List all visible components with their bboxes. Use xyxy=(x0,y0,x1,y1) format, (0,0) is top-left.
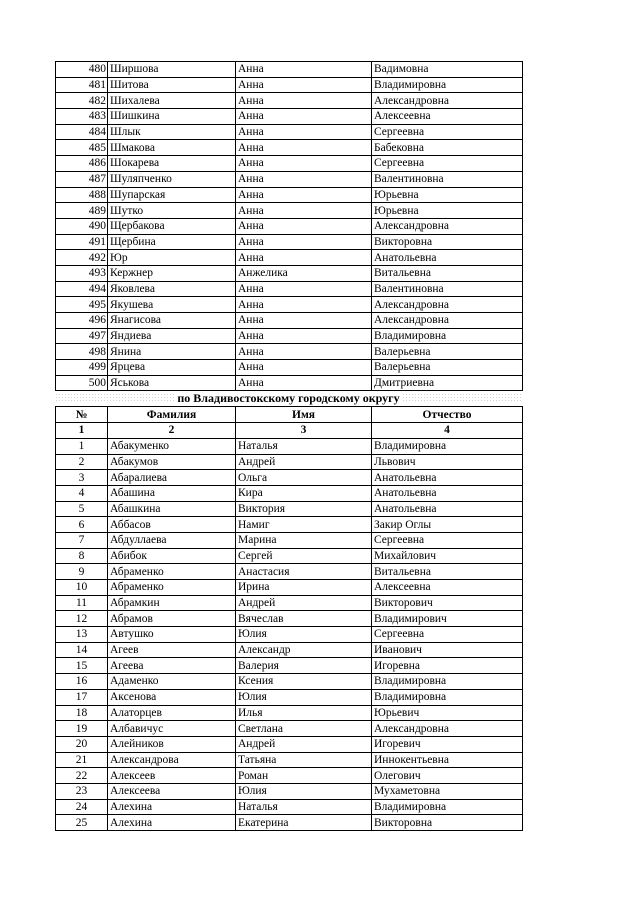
patronymic-cell: Львович xyxy=(372,454,523,470)
first-name-cell: Андрей xyxy=(236,595,372,611)
patronymic-cell: Сергеевна xyxy=(372,124,523,140)
patronymic-cell: Игоревич xyxy=(372,736,523,752)
table-row xyxy=(56,171,523,187)
table-row xyxy=(56,328,523,344)
surname-cell: Кержнер xyxy=(108,265,236,281)
table-row xyxy=(56,532,523,548)
first-name-cell: Екатерина xyxy=(236,815,372,831)
table-row xyxy=(56,124,523,140)
row-number: 500 xyxy=(56,375,108,391)
row-number: 19 xyxy=(56,721,108,737)
first-name-cell: Юлия xyxy=(236,783,372,799)
table-row xyxy=(56,768,523,784)
table-row xyxy=(56,187,523,203)
table-row xyxy=(56,250,523,266)
first-name-cell: Анна xyxy=(236,344,372,360)
surname-cell: Шишкина xyxy=(108,109,236,125)
first-name-cell: Кира xyxy=(236,485,372,501)
row-number: 498 xyxy=(56,344,108,360)
table-row xyxy=(56,234,523,250)
row-number: 20 xyxy=(56,736,108,752)
table-row xyxy=(56,140,523,156)
table-row xyxy=(56,454,523,470)
patronymic-cell: Юрьевна xyxy=(372,203,523,219)
first-name-cell: Вячеслав xyxy=(236,611,372,627)
row-number: 492 xyxy=(56,250,108,266)
section-title xyxy=(55,391,522,406)
scan-noise xyxy=(55,393,175,403)
patronymic-cell: Владимировна xyxy=(372,799,523,815)
row-number: 484 xyxy=(56,124,108,140)
surname-cell: Агеев xyxy=(108,642,236,658)
row-number: 17 xyxy=(56,689,108,705)
row-number: 485 xyxy=(56,140,108,156)
row-number: 7 xyxy=(56,532,108,548)
first-name-cell: Анна xyxy=(236,171,372,187)
row-number: 16 xyxy=(56,674,108,690)
surname-cell: Шмакова xyxy=(108,140,236,156)
header-row xyxy=(56,407,523,423)
row-number: 482 xyxy=(56,93,108,109)
first-name-cell: Александр xyxy=(236,642,372,658)
district-table xyxy=(55,406,523,831)
surname-cell: Алексеева xyxy=(108,783,236,799)
row-number: 489 xyxy=(56,203,108,219)
row-number: 25 xyxy=(56,815,108,831)
table-row xyxy=(56,815,523,831)
first-name-cell: Наталья xyxy=(236,799,372,815)
table-row xyxy=(56,93,523,109)
patronymic-cell: Валерьевна xyxy=(372,360,523,376)
table-row xyxy=(56,627,523,643)
surname-cell: Яськова xyxy=(108,375,236,391)
first-name-cell: Анна xyxy=(236,187,372,203)
patronymic-cell: Александровна xyxy=(372,218,523,234)
first-name-cell: Анна xyxy=(236,93,372,109)
row-number: 10 xyxy=(56,580,108,596)
first-name-cell: Ольга xyxy=(236,470,372,486)
table-row xyxy=(56,203,523,219)
row-number: 486 xyxy=(56,156,108,172)
patronymic-cell: Валентиновна xyxy=(372,171,523,187)
first-name-cell: Анна xyxy=(236,328,372,344)
surname-cell: Аксенова xyxy=(108,689,236,705)
patronymic-cell: Дмитриевна xyxy=(372,375,523,391)
surname-cell: Алексеев xyxy=(108,768,236,784)
first-name-cell: Анна xyxy=(236,313,372,329)
patronymic-cell: Владимирович xyxy=(372,611,523,627)
row-number: 1 xyxy=(56,438,108,454)
row-number: 496 xyxy=(56,313,108,329)
table-row xyxy=(56,611,523,627)
first-name-cell: Виктория xyxy=(236,501,372,517)
row-number: 11 xyxy=(56,595,108,611)
table-row xyxy=(56,580,523,596)
row-number: 481 xyxy=(56,77,108,93)
header-surname: Фамилия xyxy=(108,407,236,423)
patronymic-cell: Мухаметовна xyxy=(372,783,523,799)
surname-cell: Албавичус xyxy=(108,721,236,737)
row-number: 497 xyxy=(56,328,108,344)
first-name-cell: Анна xyxy=(236,109,372,125)
table-row xyxy=(56,77,523,93)
patronymic-cell: Олегович xyxy=(372,768,523,784)
first-name-cell: Роман xyxy=(236,768,372,784)
surname-cell: Щербина xyxy=(108,234,236,250)
patronymic-cell: Владимировна xyxy=(372,438,523,454)
first-name-cell: Марина xyxy=(236,532,372,548)
row-number: 3 xyxy=(56,470,108,486)
first-name-cell: Анна xyxy=(236,360,372,376)
table-row xyxy=(56,297,523,313)
row-number: 493 xyxy=(56,265,108,281)
surname-cell: Абрамов xyxy=(108,611,236,627)
patronymic-cell: Сергеевна xyxy=(372,532,523,548)
patronymic-cell: Алексеевна xyxy=(372,580,523,596)
table-row xyxy=(56,156,523,172)
table-row xyxy=(56,344,523,360)
row-number: 490 xyxy=(56,218,108,234)
surname-cell: Абрамкин xyxy=(108,595,236,611)
row-number: 483 xyxy=(56,109,108,125)
table-row xyxy=(56,470,523,486)
column-index: 4 xyxy=(372,423,523,439)
surname-cell: Ярцева xyxy=(108,360,236,376)
surname-cell: Ширшова xyxy=(108,62,236,78)
patronymic-cell: Владимировна xyxy=(372,328,523,344)
patronymic-cell: Вадимовна xyxy=(372,62,523,78)
table-row xyxy=(56,375,523,391)
surname-cell: Абашина xyxy=(108,485,236,501)
surname-cell: Шутко xyxy=(108,203,236,219)
patronymic-cell: Иванович xyxy=(372,642,523,658)
table-row xyxy=(56,517,523,533)
first-name-cell: Анна xyxy=(236,281,372,297)
table-row xyxy=(56,265,523,281)
first-name-cell: Татьяна xyxy=(236,752,372,768)
surname-cell: Шуляпченко xyxy=(108,171,236,187)
surname-cell: Шихалева xyxy=(108,93,236,109)
column-index: 1 xyxy=(56,423,108,439)
surname-cell: Абраменко xyxy=(108,580,236,596)
table-row xyxy=(56,438,523,454)
patronymic-cell: Анатольевна xyxy=(372,250,523,266)
surname-cell: Абакуменко xyxy=(108,438,236,454)
surname-cell: Алехина xyxy=(108,799,236,815)
table-row xyxy=(56,642,523,658)
first-name-cell: Анна xyxy=(236,218,372,234)
table-row xyxy=(56,736,523,752)
patronymic-cell: Александровна xyxy=(372,93,523,109)
first-name-cell: Анастасия xyxy=(236,564,372,580)
surname-cell: Адаменко xyxy=(108,674,236,690)
patronymic-cell: Владимировна xyxy=(372,77,523,93)
first-name-cell: Сергей xyxy=(236,548,372,564)
row-number: 495 xyxy=(56,297,108,313)
surname-cell: Абашкина xyxy=(108,501,236,517)
table-row xyxy=(56,218,523,234)
scan-noise xyxy=(402,393,522,403)
table-row xyxy=(56,564,523,580)
patronymic-cell: Бабековна xyxy=(372,140,523,156)
surname-cell: Абдуллаева xyxy=(108,532,236,548)
first-name-cell: Светлана xyxy=(236,721,372,737)
first-name-cell: Андрей xyxy=(236,454,372,470)
surname-cell: Янагисова xyxy=(108,313,236,329)
header-number: № xyxy=(56,407,108,423)
surname-cell: Абаралиева xyxy=(108,470,236,486)
document-page xyxy=(55,61,522,831)
surname-cell: Александрова xyxy=(108,752,236,768)
surname-cell: Алехина xyxy=(108,815,236,831)
patronymic-cell: Валерьевна xyxy=(372,344,523,360)
first-name-cell: Андрей xyxy=(236,736,372,752)
first-name-cell: Валерия xyxy=(236,658,372,674)
first-name-cell: Анна xyxy=(236,62,372,78)
row-number: 499 xyxy=(56,360,108,376)
patronymic-cell: Александровна xyxy=(372,721,523,737)
row-number: 15 xyxy=(56,658,108,674)
row-number: 4 xyxy=(56,485,108,501)
row-number: 480 xyxy=(56,62,108,78)
surname-cell: Абраменко xyxy=(108,564,236,580)
section-title-text: по Владивостокскому городскому округу xyxy=(177,391,400,406)
row-number: 24 xyxy=(56,799,108,815)
table-row xyxy=(56,109,523,125)
first-name-cell: Анна xyxy=(236,77,372,93)
surname-cell: Яковлева xyxy=(108,281,236,297)
header-patronymic: Отчество xyxy=(372,407,523,423)
surname-cell: Шокарева xyxy=(108,156,236,172)
patronymic-cell: Александровна xyxy=(372,297,523,313)
patronymic-cell: Анатольевна xyxy=(372,501,523,517)
first-name-cell: Анна xyxy=(236,297,372,313)
table-row xyxy=(56,799,523,815)
patronymic-cell: Александровна xyxy=(372,313,523,329)
surname-cell: Алаторцев xyxy=(108,705,236,721)
surname-cell: Шитова xyxy=(108,77,236,93)
patronymic-cell: Владимировна xyxy=(372,674,523,690)
column-index: 3 xyxy=(236,423,372,439)
continuation-table xyxy=(55,61,523,391)
first-name-cell: Анна xyxy=(236,250,372,266)
row-number: 13 xyxy=(56,627,108,643)
row-number: 488 xyxy=(56,187,108,203)
patronymic-cell: Валентиновна xyxy=(372,281,523,297)
row-number: 18 xyxy=(56,705,108,721)
header-first-name: Имя xyxy=(236,407,372,423)
first-name-cell: Наталья xyxy=(236,438,372,454)
column-index-row xyxy=(56,423,523,439)
row-number: 6 xyxy=(56,517,108,533)
patronymic-cell: Викторовна xyxy=(372,234,523,250)
row-number: 5 xyxy=(56,501,108,517)
patronymic-cell: Владимировна xyxy=(372,689,523,705)
table-row xyxy=(56,674,523,690)
first-name-cell: Ирина xyxy=(236,580,372,596)
row-number: 494 xyxy=(56,281,108,297)
surname-cell: Янина xyxy=(108,344,236,360)
table-row xyxy=(56,783,523,799)
patronymic-cell: Алексеевна xyxy=(372,109,523,125)
table-row xyxy=(56,501,523,517)
table-row xyxy=(56,281,523,297)
first-name-cell: Ксения xyxy=(236,674,372,690)
table-row xyxy=(56,548,523,564)
surname-cell: Шлык xyxy=(108,124,236,140)
patronymic-cell: Анатольевна xyxy=(372,470,523,486)
row-number: 487 xyxy=(56,171,108,187)
first-name-cell: Анна xyxy=(236,375,372,391)
table-row xyxy=(56,313,523,329)
row-number: 21 xyxy=(56,752,108,768)
patronymic-cell: Иннокентьевна xyxy=(372,752,523,768)
surname-cell: Алейников xyxy=(108,736,236,752)
patronymic-cell: Анатольевна xyxy=(372,485,523,501)
row-number: 9 xyxy=(56,564,108,580)
row-number: 22 xyxy=(56,768,108,784)
patronymic-cell: Сергеевна xyxy=(372,627,523,643)
patronymic-cell: Закир Оглы xyxy=(372,517,523,533)
surname-cell: Автушко xyxy=(108,627,236,643)
first-name-cell: Анна xyxy=(236,140,372,156)
patronymic-cell: Михайлович xyxy=(372,548,523,564)
first-name-cell: Анна xyxy=(236,234,372,250)
table-row xyxy=(56,595,523,611)
surname-cell: Аббасов xyxy=(108,517,236,533)
continuation-table-body xyxy=(56,62,523,391)
row-number: 23 xyxy=(56,783,108,799)
first-name-cell: Илья xyxy=(236,705,372,721)
table-row xyxy=(56,62,523,78)
table-row xyxy=(56,485,523,501)
patronymic-cell: Игоревна xyxy=(372,658,523,674)
table-row xyxy=(56,658,523,674)
row-number: 12 xyxy=(56,611,108,627)
patronymic-cell: Викторовна xyxy=(372,815,523,831)
surname-cell: Абакумов xyxy=(108,454,236,470)
district-table-body xyxy=(56,438,523,830)
first-name-cell: Юлия xyxy=(236,689,372,705)
row-number: 14 xyxy=(56,642,108,658)
surname-cell: Щербакова xyxy=(108,218,236,234)
column-index: 2 xyxy=(108,423,236,439)
surname-cell: Якушева xyxy=(108,297,236,313)
surname-cell: Абибок xyxy=(108,548,236,564)
surname-cell: Агеева xyxy=(108,658,236,674)
first-name-cell: Анна xyxy=(236,203,372,219)
surname-cell: Юр xyxy=(108,250,236,266)
patronymic-cell: Юрьевич xyxy=(372,705,523,721)
first-name-cell: Анна xyxy=(236,124,372,140)
table-row xyxy=(56,705,523,721)
table-row xyxy=(56,752,523,768)
surname-cell: Шупарская xyxy=(108,187,236,203)
first-name-cell: Анжелика xyxy=(236,265,372,281)
patronymic-cell: Юрьевна xyxy=(372,187,523,203)
patronymic-cell: Витальевна xyxy=(372,564,523,580)
row-number: 8 xyxy=(56,548,108,564)
table-row xyxy=(56,360,523,376)
table-row xyxy=(56,689,523,705)
surname-cell: Яндиева xyxy=(108,328,236,344)
first-name-cell: Юлия xyxy=(236,627,372,643)
table-row xyxy=(56,721,523,737)
first-name-cell: Намиг xyxy=(236,517,372,533)
patronymic-cell: Сергеевна xyxy=(372,156,523,172)
patronymic-cell: Викторович xyxy=(372,595,523,611)
row-number: 2 xyxy=(56,454,108,470)
patronymic-cell: Витальевна xyxy=(372,265,523,281)
row-number: 491 xyxy=(56,234,108,250)
first-name-cell: Анна xyxy=(236,156,372,172)
